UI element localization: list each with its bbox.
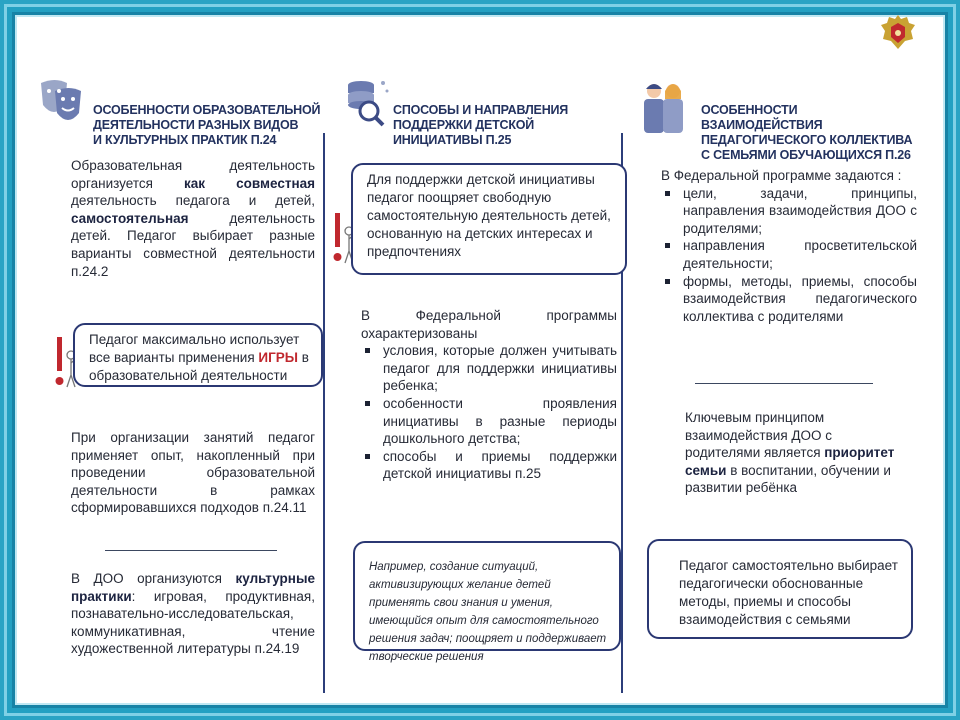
title-line: ПОДДЕРЖКИ ДЕТСКОЙ [393, 118, 535, 132]
title-line: И КУЛЬТУРНЫХ ПРАКТИК П.24 [93, 133, 277, 147]
program-defines [661, 167, 917, 325]
emblem-icon [879, 12, 917, 53]
column-divider-1 [323, 133, 325, 693]
text: деятельность детей. Педагог выбирает разные варианты совместной деятельности п.24.2 [71, 210, 315, 279]
database-search-icon [343, 75, 391, 133]
intro-text: В Федеральной программы охарактеризованы [361, 308, 617, 341]
title-line: ОСОБЕННОСТИ [701, 103, 798, 117]
separator-line [695, 383, 873, 384]
characteristics-list [361, 342, 617, 483]
text: В ДОО организуются [71, 571, 236, 586]
title-line: ВЗАИМОДЕЙСТВИЯ [701, 118, 823, 132]
example-box [353, 541, 621, 663]
list-item: особенности проявления инициативы в разные периоды дошкольного детства; [361, 395, 617, 448]
text: Образовательная деятельность организуется [71, 158, 315, 191]
title-line: С СЕМЬЯМИ ОБУЧАЮЩИХСЯ П.26 [701, 148, 911, 162]
title-line: ПЕДАГОГИЧЕСКОГО КОЛЛЕКТИВА [701, 133, 913, 147]
initiative-characteristics [361, 307, 617, 483]
note-box-methods [647, 539, 913, 639]
text: в воспитании, обучении и развитии ребёнка [685, 462, 891, 496]
column-title [701, 103, 912, 163]
text: : игровая, продуктивная, познавательно-исследовательская, коммуникативная, чтение художественной литературы п.24.19 [71, 588, 315, 657]
bold-text: самостоятельная [71, 210, 189, 226]
list-item: способы и приемы поддержки детской инициативы п.25 [361, 448, 617, 483]
note-text: Для поддержки детской инициативы педагог поощряет свободную самостоятельную деятельность детей, основанную на детских интересах и предпочтениях [367, 172, 611, 259]
note-box-games [73, 323, 323, 387]
note-text: Педагог самостоятельно выбирает педагогически обоснованные методы, приемы и способы взаимодействия с семьями [679, 558, 898, 627]
column-header [345, 75, 629, 145]
title-line: СПОСОБЫ И НАПРАВЛЕНИЯ [393, 103, 569, 117]
title-line: ИНИЦИАТИВЫ П.25 [393, 133, 512, 147]
slide [12, 12, 948, 708]
text: в образовательной деятельности [89, 350, 309, 383]
text: Педагог максимально использует все варианты применения [89, 332, 300, 365]
list-item: направления просветительской деятельности; [661, 237, 917, 272]
example-text [369, 557, 613, 665]
italic-text: Например, создание ситуаций, активизирующих желание детей применять свои знания и умения, имеющийся опыт для самостоятельного решения задач; поощряет и поддерживает творческие решения [369, 561, 607, 663]
list-item: формы, методы, приемы, способы взаимодействия педагогического коллектива с родителями [661, 273, 917, 326]
bold-text: культурные практики [71, 571, 315, 604]
bold-text: как совместная [184, 175, 315, 191]
title-line: ОСОБЕННОСТИ ОБРАЗОВАТЕЛЬНОЙ [93, 103, 321, 117]
family-icon [635, 79, 691, 137]
column-title [93, 103, 320, 148]
intro-text: В Федеральной программе задаются : [661, 168, 902, 183]
paragraph-key-principle [685, 409, 911, 497]
list-item: цели, задачи, принципы, направления взаимодействия ДОО с родителями; [661, 185, 917, 238]
bold-text: приоритет семьи [685, 445, 895, 478]
paragraph-cultural-practices [71, 570, 315, 658]
column-title [393, 103, 568, 148]
text: деятельность педагога и детей, [71, 193, 315, 209]
note-text [89, 331, 315, 385]
separator-line [105, 550, 277, 551]
highlight-games: ИГРЫ [258, 350, 298, 365]
column-header [643, 75, 925, 162]
paragraph-experience: При организации занятий педагог применяет опыт, накопленный при проведении образовательной деятельности в рамках сформировавшихся подходов п.24.11 [71, 430, 315, 516]
theater-masks-icon [37, 75, 85, 133]
list-item: условия, которые должен учитывать педагог для поддержки инициативы ребенка; [361, 342, 617, 395]
note-box-initiative [351, 163, 627, 275]
column-header [37, 75, 329, 145]
paragraph-activity-organization [71, 157, 315, 280]
defines-list [661, 185, 917, 326]
text: Ключевым принципом взаимодействия ДОО с родителями является [685, 410, 833, 461]
title-line: ДЕЯТЕЛЬНОСТИ РАЗНЫХ ВИДОВ [93, 118, 299, 132]
